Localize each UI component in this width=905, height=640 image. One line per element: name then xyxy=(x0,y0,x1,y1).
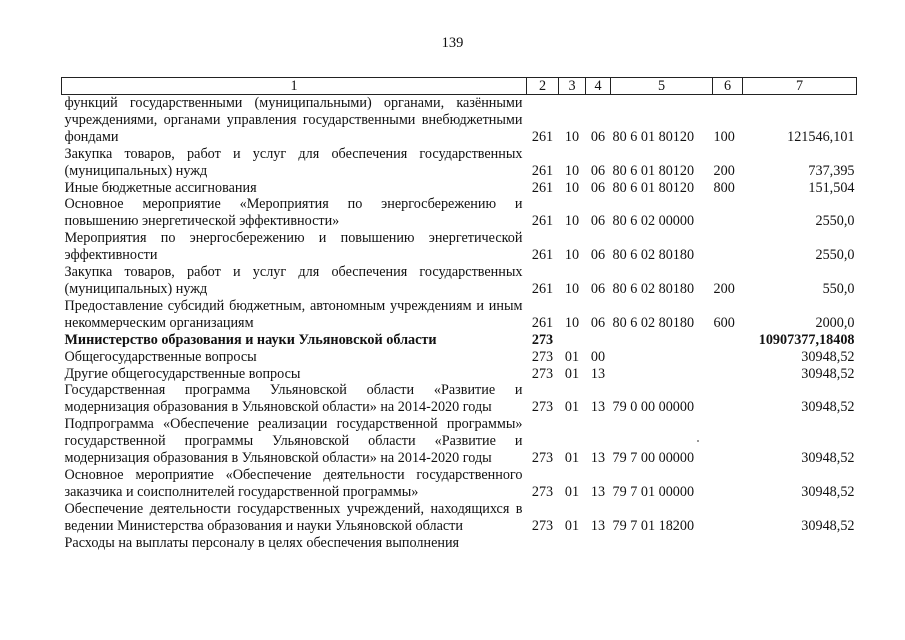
row-amount: 30948,52 xyxy=(801,517,855,534)
row-rz: 01 xyxy=(564,365,580,382)
row-vr: 200 xyxy=(713,162,735,179)
row-pr: 13 xyxy=(590,365,606,382)
row-kcsr: 80 6 02 00000 xyxy=(612,213,695,230)
row-vr xyxy=(713,349,743,366)
header-col-name: 1 xyxy=(62,78,527,95)
row-kcsr xyxy=(611,366,713,383)
row-vr xyxy=(713,535,743,552)
row-kcsr: 80 6 01 80120 xyxy=(612,128,695,145)
row-amount: 30948,52 xyxy=(801,365,855,382)
table-row xyxy=(62,501,857,535)
page-number: 139 xyxy=(441,35,464,51)
table-body xyxy=(62,95,857,552)
row-pr: 06 xyxy=(590,247,606,264)
row-ved: 261 xyxy=(531,179,554,196)
row-ved: 261 xyxy=(531,162,554,179)
table-row xyxy=(62,196,857,230)
row-vr xyxy=(713,230,743,264)
row-ved: 273 xyxy=(531,483,554,500)
table-row xyxy=(62,95,857,146)
row-ved: 261 xyxy=(531,280,554,297)
row-pr: 06 xyxy=(590,128,606,145)
row-name: Основное мероприятие «Мероприятия по энергосбережению и повышению энергетической эффективности» xyxy=(64,196,523,230)
row-ved: 261 xyxy=(531,128,554,145)
header-col-ved: 2 xyxy=(527,78,559,95)
row-amount xyxy=(743,535,857,552)
row-name: Подпрограмма «Обеспечение реализации государственной программы» государственной программы Ульяновской области «Развитие и модернизация образования в Ульяновской области» на 2014-2020 годы xyxy=(64,416,523,467)
row-ved: 273 xyxy=(531,517,554,534)
row-pr xyxy=(586,332,611,349)
row-rz xyxy=(559,535,586,552)
header-col-rz: 3 xyxy=(559,78,586,95)
row-pr: 06 xyxy=(590,280,606,297)
row-vr xyxy=(713,366,743,383)
table-row xyxy=(62,264,857,298)
table-header xyxy=(62,78,857,95)
row-name: Министерство образования и науки Ульяновской области xyxy=(64,331,437,348)
budget-table xyxy=(61,77,857,551)
row-kcsr: 80 6 01 80120 xyxy=(612,162,695,179)
row-kcsr xyxy=(611,349,713,366)
table-row xyxy=(62,416,857,467)
row-amount: 550,0 xyxy=(822,280,855,297)
row-rz: 10 xyxy=(564,247,580,264)
row-kcsr: 79 7 01 00000 xyxy=(612,483,695,500)
row-vr xyxy=(713,382,743,416)
row-name: Иные бюджетные ассигнования xyxy=(64,179,257,196)
row-amount: 121546,101 xyxy=(787,128,855,145)
row-kcsr: 79 7 01 18200 xyxy=(612,517,695,534)
row-rz: 01 xyxy=(564,348,580,365)
row-rz: 10 xyxy=(564,179,580,196)
row-pr xyxy=(586,535,611,552)
row-name: Расходы на выплаты персоналу в целях обеспечения выполнения xyxy=(64,534,460,551)
row-ved: 261 xyxy=(531,314,554,331)
row-amount: 2550,0 xyxy=(815,213,855,230)
row-pr: 13 xyxy=(590,450,606,467)
row-ved: 273 xyxy=(531,365,554,382)
row-name: Общегосударственные вопросы xyxy=(64,348,257,365)
row-kcsr xyxy=(611,332,713,349)
row-rz: 10 xyxy=(564,128,580,145)
row-rz: 10 xyxy=(564,314,580,331)
row-pr: 13 xyxy=(590,399,606,416)
row-amount: 30948,52 xyxy=(801,483,855,500)
row-ved: 273 xyxy=(531,450,554,467)
row-kcsr: 80 6 02 80180 xyxy=(612,280,695,297)
table-row xyxy=(62,298,857,332)
row-name: Закупка товаров, работ и услуг для обеспечения государственных (муниципальных) нужд xyxy=(64,264,523,297)
row-vr xyxy=(713,332,743,349)
row-kcsr: 80 6 01 80120 xyxy=(612,179,695,196)
row-kcsr: 79 0 00 00000 xyxy=(612,399,695,416)
row-vr: 200 xyxy=(713,280,735,297)
row-ved: 273 xyxy=(531,348,554,365)
row-rz xyxy=(559,332,586,349)
row-name: функций государственными (муниципальными) органами, казёнными учреждениями, органами управления государственными внебюджетными фондами xyxy=(64,95,523,145)
row-name: Другие общегосударственные вопросы xyxy=(64,365,301,382)
row-rz: 01 xyxy=(564,483,580,500)
table-row xyxy=(62,535,857,552)
row-name: Мероприятия по энергосбережению и повышению энергетической эффективности xyxy=(64,230,523,264)
header-col-kcsr: 5 xyxy=(611,78,713,95)
row-ved: 273 xyxy=(531,399,554,416)
row-amount: 737,395 xyxy=(808,162,855,179)
row-vr xyxy=(713,196,743,230)
row-amount: 10907377,18408 xyxy=(758,331,855,348)
table-row xyxy=(62,230,857,264)
row-rz: 10 xyxy=(564,280,580,297)
row-vr xyxy=(713,416,743,467)
row-ved xyxy=(527,535,559,552)
row-name: Обеспечение деятельности государственных учреждений, находящихся в ведении Министерства образования и науки Ульяновской области xyxy=(64,500,523,534)
row-rz: 01 xyxy=(564,399,580,416)
row-kcsr: 80 6 02 80180 xyxy=(612,247,695,264)
row-amount: 2550,0 xyxy=(815,247,855,264)
table-row xyxy=(62,332,857,349)
row-rz: 10 xyxy=(564,213,580,230)
row-amount: 30948,52 xyxy=(801,450,855,467)
row-ved: 273 xyxy=(531,331,554,348)
row-amount: 151,504 xyxy=(808,179,855,196)
row-amount: 30948,52 xyxy=(801,348,855,365)
header-row xyxy=(62,78,857,95)
row-kcsr xyxy=(611,535,713,552)
table-row xyxy=(62,467,857,501)
row-ved: 261 xyxy=(531,213,554,230)
table-row xyxy=(62,349,857,366)
row-kcsr: 79 7 00 00000 xyxy=(612,450,695,467)
row-pr: 13 xyxy=(590,483,606,500)
row-vr xyxy=(713,501,743,535)
table-row xyxy=(62,180,857,197)
table-row xyxy=(62,146,857,180)
row-ved: 261 xyxy=(531,247,554,264)
row-pr: 06 xyxy=(590,162,606,179)
row-name: Предоставление субсидий бюджетным, автономным учреждениям и иным некоммерческим организациям xyxy=(64,297,523,331)
row-vr: 600 xyxy=(713,314,735,331)
row-name: Государственная программа Ульяновской области «Развитие и модернизация образования в Ульяновской области» на 2014-2020 годы xyxy=(64,382,523,416)
row-name: Закупка товаров, работ и услуг для обеспечения государственных (муниципальных) нужд xyxy=(64,145,523,179)
table-row xyxy=(62,366,857,383)
row-rz: 01 xyxy=(564,517,580,534)
header-col-vr: 6 xyxy=(713,78,743,95)
row-kcsr: 80 6 02 80180 xyxy=(612,314,695,331)
row-rz: 01 xyxy=(564,450,580,467)
row-name: Основное мероприятие «Обеспечение деятельности государственного заказчика и соисполнителей государственной программы» xyxy=(64,466,523,500)
row-vr xyxy=(713,467,743,501)
row-pr: 06 xyxy=(590,213,606,230)
scan-speck xyxy=(697,440,699,442)
row-pr: 06 xyxy=(590,314,606,331)
row-pr: 00 xyxy=(590,348,606,365)
table-row xyxy=(62,382,857,416)
row-amount: 30948,52 xyxy=(801,399,855,416)
row-amount: 2000,0 xyxy=(815,314,855,331)
header-col-amount: 7 xyxy=(743,78,857,95)
row-vr: 100 xyxy=(713,128,735,145)
row-pr: 13 xyxy=(590,517,606,534)
row-rz: 10 xyxy=(564,162,580,179)
row-vr: 800 xyxy=(713,179,735,196)
row-pr: 06 xyxy=(590,179,606,196)
header-col-pr: 4 xyxy=(586,78,611,95)
